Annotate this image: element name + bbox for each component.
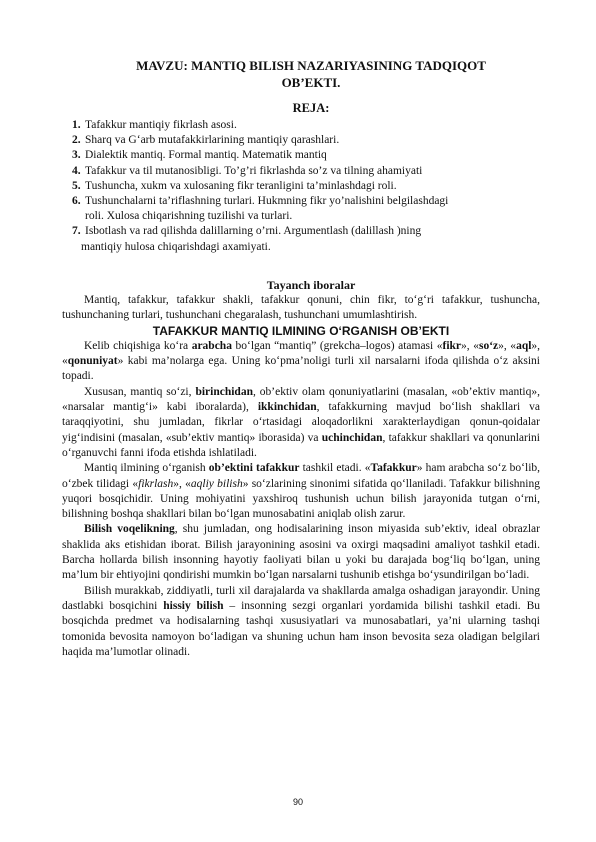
plan-item-number: 7. xyxy=(72,225,81,238)
plan-item-text: Tushunchalarni ta’riflashning turlari. Hukmning fikr yo’nalishini belgilashdagi xyxy=(85,195,449,208)
italic-term: fikrlash xyxy=(138,477,174,490)
plan-item-number: 6. xyxy=(72,195,81,208)
text-run: », « xyxy=(461,339,479,352)
text-run: , ob’ektiv olam qonuniyatlarini (masalan, «ob’ektiv mantiq», «narsalar mantig‘i» kabi iboralarda), xyxy=(62,385,540,414)
text-run: Bilish murakkab, ziddiyatli, turli xil darajalarda va shakllarda amalga oshadigan jarayondir. Uning dastlabki bosqichini xyxy=(62,584,540,612)
paragraph-1 xyxy=(62,339,540,385)
plan-item xyxy=(72,164,552,179)
title-line-1: MAVZU: MANTIQ BILISH NAZARIYASINING TADQIQOT xyxy=(136,58,486,73)
bold-term: hissiy bilish xyxy=(163,599,224,612)
plan-item-number: 4. xyxy=(72,164,81,177)
page-number: 90 xyxy=(292,797,303,807)
text-run: – insonning sezgi organlari yordamida bilishi tashkil etadi. Bu bosqichda predmet va hodisalarning tashqi xususiyatlari va munosabatlari, ya’ni ularning tashqi tomonida bevosita namoyon bo‘ladigan va shuning uchun ham inson bevosita seza oladigan belgilari haqida ma’lumotlar olinadi. xyxy=(62,599,540,658)
text-run: Xususan, mantiq so‘zi, xyxy=(84,385,196,398)
text-run: », « xyxy=(173,477,191,490)
document-title xyxy=(62,57,560,91)
bold-term: Tafakkur xyxy=(370,462,417,475)
plan-item xyxy=(72,194,552,209)
plan-item xyxy=(72,224,552,239)
text-run: », « xyxy=(62,339,541,368)
text-run: bo‘lgan “mantiq” (grekcha–logos) atamasi « xyxy=(231,339,443,352)
plan-item-text: Dialektik mantiq. Formal mantiq. Matematik mantiq xyxy=(85,149,327,162)
plan-item-number: 3. xyxy=(72,149,81,162)
text-run: Mantiq ilmining o‘rganish xyxy=(84,462,209,475)
plan-item-number: 2. xyxy=(72,134,81,147)
bold-term: birinchidan xyxy=(195,385,253,398)
plan-item-text: Tushuncha, xukm va xulosaning fikr teranligini ta’minlashdagi roli. xyxy=(85,179,397,192)
bold-term: uchinchidan xyxy=(321,431,383,444)
paragraph-3 xyxy=(62,461,540,522)
plan-heading: REJA: xyxy=(292,101,330,115)
keywords-paragraph: Mantiq, tafakkur, tafakkur shakli, tafakkur qonuni, chin fikr, to‘g‘ri tafakkur, tushuncha, tushunchaning turlari, tushunchani chegaralash, tushunchani umumlashtirish. xyxy=(62,294,540,322)
bold-term: Bilish voqelikning xyxy=(84,523,175,536)
paragraph-2 xyxy=(62,385,540,461)
text-run: , tafakkur shakllari va qonunlarini o‘rganuvchi fanni ifoda etishda ishlatiladi. xyxy=(62,431,540,459)
paragraph-5 xyxy=(62,584,540,660)
plan-item xyxy=(72,118,552,133)
bold-term: arabcha xyxy=(191,339,232,352)
plan-item-text: Isbotlash va rad qilishda dalillarning o’rni. Argumentlash (dalillash )ning xyxy=(85,225,422,238)
section-heading: TAFAKKUR MANTIQ ILMINING O‘RGANISH OB’EKTI xyxy=(152,323,450,338)
body-text xyxy=(62,293,540,660)
plan-item-text: Sharq va G‘arb mutafakkirlarining mantiqiy qarashlari. xyxy=(85,134,340,147)
bold-term: qonuniyat xyxy=(67,355,118,368)
text-run: » ham arabcha so‘z bo‘lib, o‘zbek tilidagi « xyxy=(62,462,541,490)
bold-term: fikr xyxy=(442,339,462,352)
plan-item-text: Tafakkur va til mutanosibligi. To’g’ri fikrlashda so’z va tilning ahamiyati xyxy=(85,164,423,177)
plan-item xyxy=(72,179,552,194)
text-run: » kabi ma’nolarga ega. Uning ko‘pma’noligi turli xil narsalarni ifoda qilishda o‘z aksini topadi. xyxy=(62,355,540,383)
plan-item-number: 5. xyxy=(72,179,81,192)
plan-item xyxy=(72,148,552,163)
bold-term: ikkinchidan xyxy=(257,401,317,414)
italic-term: aqliy bilish xyxy=(190,477,243,490)
plan-item-continuation: mantiqiy hulosa chiqarishdagi axamiyati. xyxy=(81,240,271,253)
plan-item-number: 1. xyxy=(72,119,81,131)
plan-item-continuation: roli. Xulosa chiqarishning tuzilishi va turlari. xyxy=(85,210,293,223)
text-run: tashkil etadi. « xyxy=(299,462,371,475)
text-run: , tafakkurning mavjud bo‘lish shakllari va taraqqiyotini, shu jumladan, fikrlar o‘rtasidagi aloqadorlikni xarakterlaydigan qonun-qoidalar yig‘indisini (masalan, «sub’ektiv mantiq» iborasida) va xyxy=(62,401,540,444)
text-run: Kelib chiqishiga ko‘ra xyxy=(84,339,192,352)
title-line-2: OB’EKTI. xyxy=(281,75,341,90)
text-run: , shu jumladan, ong hodisalarining inson miyasida sub’ektiv, ideal obrazlar shaklida aks etishidan iborat. Bilish jarayonining asosini va oxirgi maqsadini amaliyot tashkil etadi. Barcha hollarda bilish insonning hayotiy faoliyati bilan u yoki bu darajada bog‘liq bo‘lgan, uning ma’lum bir ehtiyojini qondirishi mumkin bo‘lgan narsalarni tushunib etishga bo‘ysundirilgan bo‘ladi. xyxy=(62,523,540,582)
plan-list xyxy=(72,118,552,255)
paragraph-4 xyxy=(62,522,540,583)
text-run: », « xyxy=(498,339,517,352)
bold-term: so‘z xyxy=(478,339,499,352)
plan-item xyxy=(72,133,552,148)
bold-term: aql xyxy=(516,339,532,352)
bold-term: ob’ektini tafakkur xyxy=(208,462,300,475)
text-run: » so‘zlarining sinonimi sifatida qo‘llaniladi. Tafakkur bilishning yuqori bosqichidir. Uning mohiyatini yaxshiroq tushunish uchun bilish jarayonida tutgan o‘rni, bilishning boshqa shakllari bilan bo‘lgan munosabatini aniqlab olish zarur. xyxy=(62,477,541,521)
plan-item-text: Tafakkur mantiqiy fikrlash asosi. xyxy=(85,119,237,131)
keywords-heading: Tayanch iboralar xyxy=(266,278,356,292)
